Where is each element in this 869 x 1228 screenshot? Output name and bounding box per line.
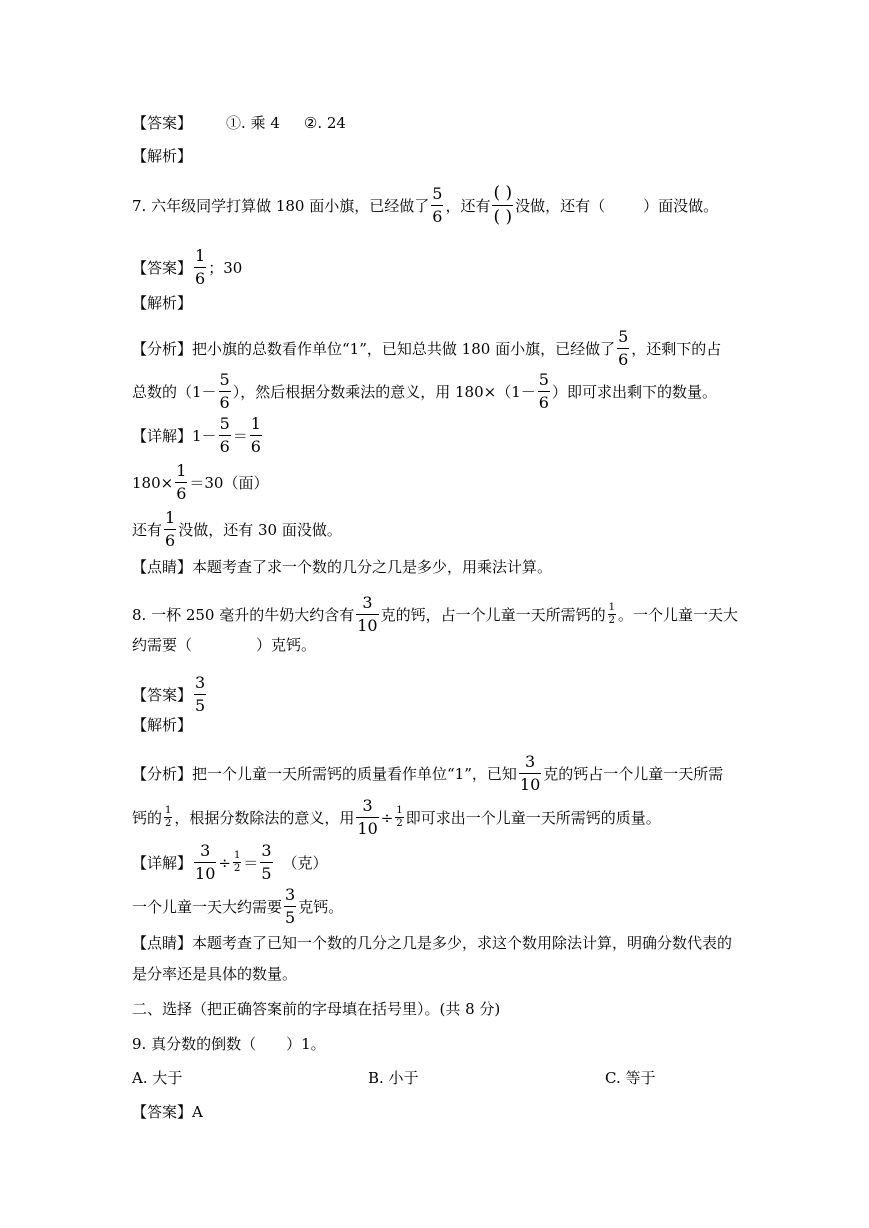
fraction bbox=[356, 595, 378, 634]
q8-conclusion-line bbox=[132, 887, 343, 926]
fraction bbox=[608, 603, 616, 626]
calc-text-b: ＝30（面） bbox=[189, 473, 269, 492]
fraction-denominator: 2 bbox=[608, 615, 615, 626]
fraction-denominator: 10 bbox=[357, 819, 378, 838]
q8-dianjing-line-2: 是分率还是具体的数量。 bbox=[132, 965, 298, 983]
conclusion-text-b: 没做，还有 30 面没做。 bbox=[178, 520, 342, 539]
q8-fenxi-line-2 bbox=[132, 798, 661, 837]
dianjing-text: 本题考查了求一个数的几分之几是多少，用乘法计算。 bbox=[192, 558, 553, 576]
fraction-numerator: 5 bbox=[219, 416, 231, 436]
fenxi-text-b: 克的钙占一个儿童一天所需 bbox=[543, 764, 724, 783]
fraction bbox=[194, 843, 216, 882]
fraction-denominator: 5 bbox=[285, 908, 296, 927]
fraction-numerator: 3 bbox=[356, 595, 378, 615]
q8-stem-text-b: 克的钙，占一个儿童一天所需钙的 bbox=[380, 605, 606, 624]
fraction-numerator: 1 bbox=[194, 248, 206, 268]
fraction-denominator: 10 bbox=[195, 864, 216, 883]
fraction-denominator: 10 bbox=[357, 616, 378, 635]
q7-fenxi-line-1 bbox=[132, 329, 721, 368]
divide-sign: ÷ bbox=[380, 808, 394, 827]
fraction bbox=[356, 798, 378, 837]
detail-label: 【详解】 bbox=[132, 426, 193, 445]
fenxi-text-a: 把一个儿童一天所需钙的质量看作单位“1”，已知 bbox=[192, 764, 517, 783]
fraction-numerator: 3 bbox=[194, 675, 206, 695]
q7-stem-text-b: ，还有 bbox=[445, 196, 491, 215]
q6-answer-line bbox=[132, 112, 346, 133]
equals-sign: ＝ bbox=[232, 426, 248, 445]
q8-stem-text-a: 8. 一杯 250 毫升的牛奶大约含有 bbox=[132, 605, 355, 624]
q9-stem-text-a: 9. 真分数的倒数（ bbox=[132, 1035, 257, 1053]
answer-label: 【答案】 bbox=[132, 114, 193, 132]
fraction-numerator: 3 bbox=[519, 754, 541, 774]
fenxi-text-b: ），然后根据分数乘法的意义，用 180×（1－ bbox=[232, 382, 536, 401]
q8-stem-line-1 bbox=[132, 595, 738, 634]
q8-stem-text-d: 约需要（ bbox=[132, 636, 193, 654]
detail-text: 1－ bbox=[192, 426, 217, 445]
q9-stem bbox=[132, 1033, 326, 1054]
unit-text: （克） bbox=[282, 853, 328, 872]
fenxi-label: 【分析】 bbox=[132, 339, 193, 358]
q8-dianjing-line-1 bbox=[132, 932, 732, 953]
fraction bbox=[194, 248, 206, 287]
fraction bbox=[431, 186, 443, 225]
fraction bbox=[164, 510, 176, 549]
fraction-numerator: 1 bbox=[250, 416, 262, 436]
fraction-numerator: 1 bbox=[165, 805, 172, 816]
answer-label: 【答案】 bbox=[132, 258, 193, 277]
fraction bbox=[164, 806, 172, 829]
blank-numerator: ( ) bbox=[492, 185, 513, 206]
fraction-denominator: 6 bbox=[195, 269, 206, 288]
fraction bbox=[175, 463, 187, 502]
fraction-denominator: 2 bbox=[396, 818, 403, 829]
fraction-denominator: 6 bbox=[250, 437, 261, 456]
fraction-denominator: 6 bbox=[618, 350, 629, 369]
dianjing-label: 【点睛】 bbox=[132, 558, 193, 576]
fraction-numerator: 5 bbox=[431, 186, 443, 206]
fenxi-label: 【分析】 bbox=[132, 764, 193, 783]
fraction-numerator: 1 bbox=[175, 463, 187, 483]
fraction-denominator: 5 bbox=[261, 864, 272, 883]
answer-item-1: ①. 乘 4 bbox=[226, 114, 280, 132]
fenxi-text-b: ，还剩下的占 bbox=[631, 339, 722, 358]
fraction-denominator: 6 bbox=[432, 207, 443, 226]
option-c: C. 等于 bbox=[605, 1069, 656, 1087]
blank-denominator: ( ) bbox=[493, 207, 513, 227]
fraction bbox=[617, 329, 629, 368]
fraction bbox=[233, 851, 241, 874]
fraction-numerator: 1 bbox=[164, 510, 176, 530]
fraction-denominator: 2 bbox=[233, 863, 241, 874]
fraction-denominator: 6 bbox=[219, 437, 230, 456]
fraction-numerator: 1 bbox=[396, 805, 403, 816]
q8-fenxi-line-1 bbox=[132, 754, 723, 793]
fraction-denominator: 6 bbox=[219, 393, 230, 412]
fraction bbox=[194, 675, 206, 714]
fraction-numerator: 5 bbox=[219, 372, 231, 392]
dianjing-text-a: 本题考查了已知一个数的几分之几是多少，求这个数用除法计算，明确分数代表的 bbox=[192, 934, 733, 952]
blank-fraction bbox=[492, 185, 513, 226]
fraction bbox=[219, 416, 231, 455]
q8-stem-text-c: 。一个儿童一天大 bbox=[618, 605, 739, 624]
fraction-numerator: 3 bbox=[260, 843, 272, 863]
dianjing-label: 【点睛】 bbox=[132, 934, 193, 952]
fraction-numerator: 5 bbox=[617, 329, 629, 349]
fraction bbox=[250, 416, 262, 455]
answer-item-2: ②. 24 bbox=[303, 114, 346, 132]
fraction-numerator: 3 bbox=[356, 798, 378, 818]
fraction-numerator: 3 bbox=[194, 843, 216, 863]
q7-stem-text-a: 7. 六年级同学打算做 180 面小旗，已经做了 bbox=[132, 196, 430, 215]
q7-stem bbox=[132, 185, 718, 226]
calc-text-a: 180× bbox=[132, 473, 174, 492]
section-2-title: 二、选择（把正确答案前的字母填在括号里）。(共 8 分) bbox=[132, 1000, 501, 1018]
fraction-numerator: 5 bbox=[538, 372, 550, 392]
q8-answer-line bbox=[132, 675, 208, 714]
answer-text: ；30 bbox=[208, 258, 243, 277]
fraction-denominator: 6 bbox=[165, 531, 176, 550]
fraction bbox=[538, 372, 550, 411]
q8-analysis-label: 【解析】 bbox=[132, 716, 193, 734]
q8-stem-line-2 bbox=[132, 634, 316, 655]
detail-label: 【详解】 bbox=[132, 853, 193, 872]
fraction-numerator: 1 bbox=[233, 850, 241, 861]
equals-sign: ＝ bbox=[243, 853, 259, 872]
q7-calc-line bbox=[132, 463, 268, 502]
q7-stem-text-c: 没做，还有（ bbox=[515, 196, 606, 215]
q9-answer-line bbox=[132, 1101, 203, 1122]
q6-analysis-label: 【解析】 bbox=[132, 147, 193, 165]
conclusion-text-a: 一个儿童一天大约需要 bbox=[132, 897, 283, 916]
fraction-denominator: 2 bbox=[165, 818, 172, 829]
divide-sign: ÷ bbox=[218, 853, 231, 872]
fenxi-text-a: 总数的（1－ bbox=[132, 382, 217, 401]
fraction-denominator: 5 bbox=[195, 696, 206, 715]
answer-label: 【答案】 bbox=[132, 1103, 193, 1121]
q7-analysis-label: 【解析】 bbox=[132, 294, 193, 312]
q7-answer-line bbox=[132, 248, 242, 287]
fraction-numerator: 3 bbox=[284, 887, 296, 907]
fraction bbox=[519, 754, 541, 793]
fenxi-text-c: ）即可求出剩下的数量。 bbox=[551, 382, 717, 401]
fenxi-text-b: ，根据分数除法的意义，用 bbox=[174, 808, 355, 827]
fenxi-text-a: 钙的 bbox=[132, 808, 163, 827]
conclusion-text-a: 还有 bbox=[132, 520, 163, 539]
fraction-denominator: 6 bbox=[538, 393, 549, 412]
q8-stem-text-e: ）克钙。 bbox=[256, 636, 317, 654]
fraction bbox=[260, 843, 272, 882]
q8-detail-line bbox=[132, 843, 328, 882]
fraction bbox=[395, 806, 403, 829]
option-b: B. 小于 bbox=[368, 1069, 419, 1087]
fraction bbox=[284, 887, 296, 926]
q7-dianjing-line bbox=[132, 556, 552, 577]
option-a: A. 大于 bbox=[132, 1069, 183, 1087]
q7-detail-line bbox=[132, 416, 264, 455]
conclusion-text-b: 克钙。 bbox=[298, 897, 344, 916]
fraction-numerator: 1 bbox=[608, 602, 615, 613]
fenxi-text-c: 即可求出一个儿童一天所需钙的质量。 bbox=[405, 808, 661, 827]
q9-stem-text-b: ）1。 bbox=[286, 1035, 326, 1053]
fraction bbox=[219, 372, 231, 411]
q7-conclusion-line bbox=[132, 510, 342, 549]
q7-fenxi-line-2 bbox=[132, 372, 717, 411]
fenxi-text-a: 把小旗的总数看作单位“1”，已知总共做 180 面小旗，已经做了 bbox=[192, 339, 616, 358]
q7-stem-text-d: ）面没做。 bbox=[643, 196, 719, 215]
answer-label: 【答案】 bbox=[132, 685, 193, 704]
fraction-denominator: 6 bbox=[176, 484, 187, 503]
fraction-denominator: 10 bbox=[519, 775, 541, 794]
answer-text: A bbox=[192, 1103, 203, 1121]
